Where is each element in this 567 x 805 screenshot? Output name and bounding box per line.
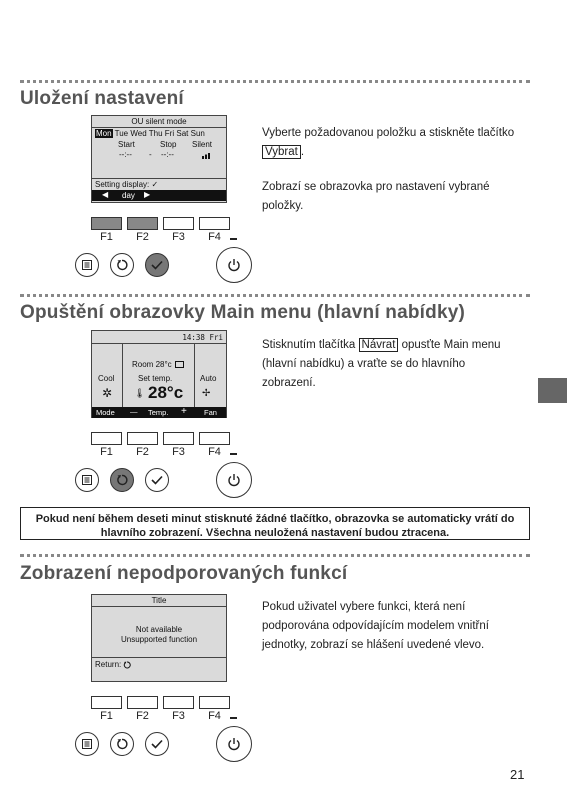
f1-key[interactable] — [91, 217, 122, 230]
lcd-screen-main — [91, 330, 227, 418]
lcd-function-bar — [92, 407, 226, 418]
lcd-col-stop: Stop — [160, 140, 177, 149]
power-button[interactable] — [216, 247, 252, 283]
select-button[interactable] — [145, 468, 169, 492]
select-button-ref: Vybrat — [262, 145, 301, 159]
f1-key[interactable] — [91, 432, 122, 445]
lcd-divider-vertical — [194, 343, 195, 407]
lcd-col-silent: Silent — [192, 140, 213, 149]
silent-level-icon — [202, 152, 210, 158]
f4-label: F4 — [208, 231, 221, 243]
return-button[interactable] — [110, 468, 134, 492]
f4-label: F4 — [208, 446, 221, 458]
power-button[interactable] — [216, 462, 252, 498]
lcd-minus: — — [130, 407, 138, 416]
select-button[interactable] — [145, 732, 169, 756]
thermometer-icon: 🌡 — [134, 388, 146, 398]
power-indicator — [230, 453, 237, 455]
lcd-title: OU silent mode — [131, 117, 187, 126]
return-icon — [123, 661, 131, 669]
lcd-not-available: Not available — [135, 625, 183, 634]
lcd-clock: 14:38 Fri — [182, 333, 223, 342]
lcd-day: Tue — [114, 129, 129, 138]
f2-key[interactable] — [127, 432, 158, 445]
f3-key[interactable] — [163, 696, 194, 709]
function-keys — [91, 217, 231, 245]
section-divider — [20, 80, 530, 83]
lcd-title: Title — [151, 596, 167, 605]
lcd-nav-label: day — [122, 191, 135, 200]
lcd-day: Sun — [190, 129, 205, 138]
lcd-day-row — [95, 129, 226, 138]
return-icon — [116, 738, 128, 750]
lcd-dash: - — [149, 150, 152, 159]
lcd-temp-label: Temp. — [148, 408, 169, 417]
menu-button[interactable] — [75, 253, 99, 277]
function-keys — [91, 432, 231, 460]
display-icon — [175, 361, 184, 368]
timeout-note: Pokud není během deseti minut stisknuté žádné tlačítko, obrazovka se automaticky vrátí do hlavního zobrazení. Všechna neuložená nastavení budou ztracena. — [20, 507, 530, 540]
power-icon — [227, 258, 241, 272]
section-heading: Zobrazení nepodporovaných funkcí — [20, 563, 348, 584]
lcd-day: Fri — [164, 129, 175, 138]
f1-key[interactable] — [91, 696, 122, 709]
menu-icon — [82, 475, 92, 485]
menu-icon — [82, 739, 92, 749]
lcd-room-label: Room 28°c — [132, 360, 172, 369]
f4-key[interactable] — [199, 432, 230, 445]
f4-key[interactable] — [199, 217, 230, 230]
section1-description-2: Zobrazí se obrazovka pro nastavení vybrané položky. — [262, 181, 490, 212]
return-button[interactable] — [110, 253, 134, 277]
lcd-setting-display — [95, 180, 226, 189]
power-indicator — [230, 717, 237, 719]
lcd-divider — [92, 606, 226, 607]
f2-key[interactable] — [127, 696, 158, 709]
lcd-col-start: Start — [118, 140, 135, 149]
check-icon — [151, 739, 163, 749]
lcd-screen-silent-mode — [91, 115, 227, 203]
section2-description — [262, 336, 522, 393]
menu-button[interactable] — [75, 468, 99, 492]
f2-label: F2 — [136, 231, 149, 243]
f3-label: F3 — [172, 231, 185, 243]
power-button[interactable] — [216, 726, 252, 762]
desc-text: . — [300, 146, 305, 158]
power-icon — [227, 737, 241, 751]
power-indicator — [230, 238, 237, 240]
f2-label: F2 — [136, 446, 149, 458]
desc-text: opusťte Main menu (hlavní nabídku) a vraťte se do hlavního zobrazení. — [262, 339, 501, 389]
desc-text: Vyberte požadovanou položku a stiskněte tlačítko — [262, 127, 515, 139]
lcd-divider — [92, 127, 226, 128]
f3-key[interactable] — [163, 432, 194, 445]
lcd-divider — [92, 657, 226, 658]
fan-icon: ✢ — [202, 388, 211, 399]
f3-label: F3 — [172, 710, 185, 722]
chapter-tab — [538, 378, 567, 403]
lcd-start-value: --:-- — [119, 150, 132, 159]
lcd-plus: + — [181, 406, 187, 417]
f4-key[interactable] — [199, 696, 230, 709]
lcd-nav-bar — [92, 190, 226, 201]
select-button[interactable] — [145, 253, 169, 277]
lcd-return-label: Return: — [95, 660, 122, 669]
return-icon — [116, 259, 128, 271]
check-icon: ✓ — [151, 180, 159, 189]
lcd-divider — [92, 343, 226, 344]
lcd-day: Sat — [176, 129, 189, 138]
return-button[interactable] — [110, 732, 134, 756]
f1-label: F1 — [100, 231, 113, 243]
section3-description: Pokud uživatel vybere funkci, která není podporována odpovídajícím modelem vnitřní jednotky, zobrazí se hlášení uvedené vlevo. — [262, 601, 489, 651]
lcd-return — [95, 660, 226, 669]
snowflake-icon: ✲ — [102, 386, 113, 400]
f2-key[interactable] — [127, 217, 158, 230]
f3-label: F3 — [172, 446, 185, 458]
triangle-left-icon: ◀ — [102, 190, 109, 199]
return-button-ref: Návrat — [359, 338, 399, 352]
lcd-cool: Cool — [98, 374, 115, 383]
lcd-fan: Fan — [204, 408, 217, 417]
lcd-day-selected: Mon — [96, 129, 112, 138]
lcd-divider — [92, 178, 226, 179]
f3-key[interactable] — [163, 217, 194, 230]
check-icon — [151, 475, 163, 485]
lcd-room — [132, 360, 184, 369]
lcd-unsupported-function: Unsupported function — [120, 635, 198, 644]
lcd-screen-unsupported — [91, 594, 227, 682]
lcd-setting-display-label: Setting display: — [95, 180, 150, 189]
function-keys — [91, 696, 231, 724]
lcd-auto: Auto — [200, 374, 217, 383]
lcd-mode: Mode — [96, 408, 115, 417]
page-number: 21 — [510, 767, 525, 782]
section-divider — [20, 294, 530, 297]
section-heading: Opuštění obrazovky Main menu (hlavní nabídky) — [20, 302, 466, 323]
menu-button[interactable] — [75, 732, 99, 756]
section1-description-1 — [262, 124, 522, 162]
return-icon — [116, 474, 128, 486]
f2-label: F2 — [136, 710, 149, 722]
lcd-divider-vertical — [122, 343, 123, 407]
f1-label: F1 — [100, 446, 113, 458]
lcd-temp-value: 28°c — [148, 383, 184, 402]
lcd-day: Wed — [130, 129, 147, 138]
check-icon — [151, 260, 163, 270]
power-icon — [227, 473, 241, 487]
lcd-set-temp: Set temp. — [138, 374, 173, 383]
f1-label: F1 — [100, 710, 113, 722]
desc-text: Stisknutím tlačítka — [262, 339, 359, 351]
section-divider — [20, 554, 530, 557]
triangle-right-icon: ▶ — [144, 190, 151, 199]
lcd-day: Thu — [148, 129, 163, 138]
lcd-stop-value: --:-- — [161, 150, 174, 159]
menu-icon — [82, 260, 92, 270]
section-heading: Uložení nastavení — [20, 88, 184, 109]
f4-label: F4 — [208, 710, 221, 722]
